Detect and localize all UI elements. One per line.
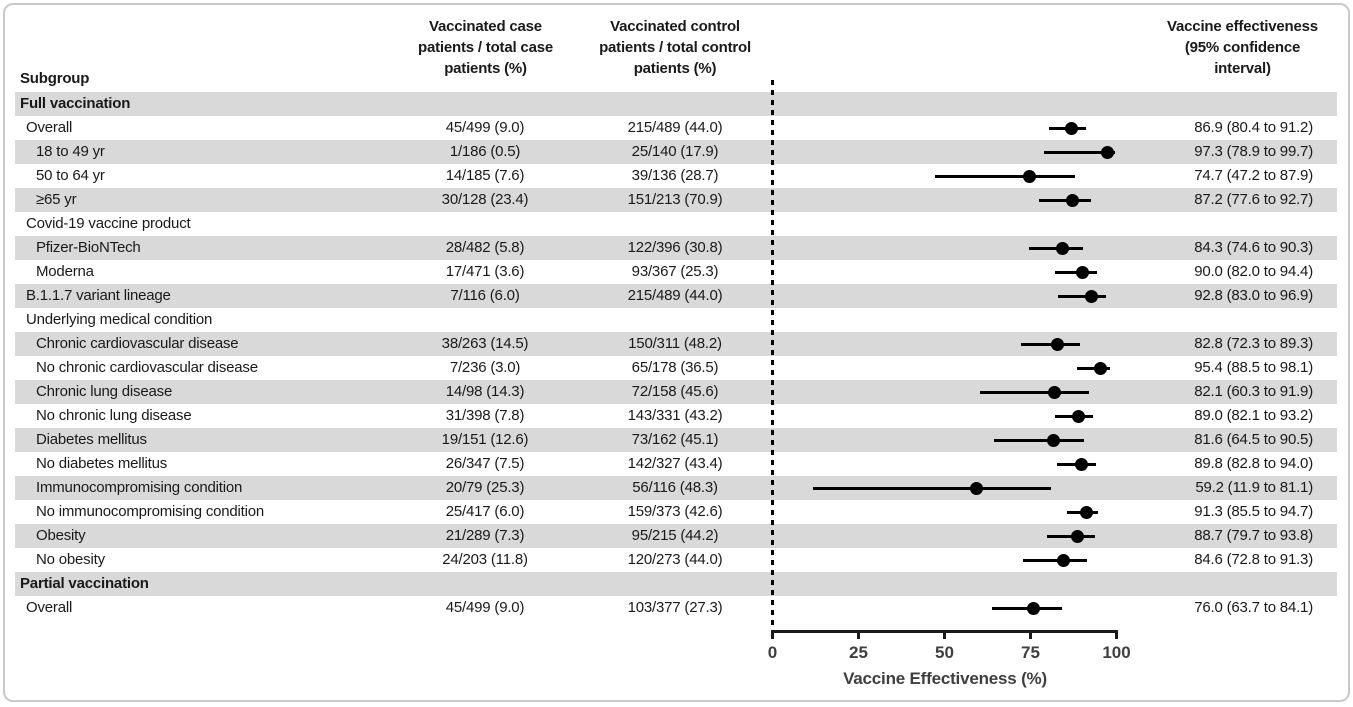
axis-tick-mark	[857, 630, 860, 639]
point-estimate-marker	[1051, 338, 1064, 351]
case-patients-value: 31/398 (7.8)	[445, 407, 525, 424]
point-estimate-marker	[1085, 290, 1098, 303]
point-estimate-marker	[1027, 602, 1040, 615]
case-patients-value: 26/347 (7.5)	[445, 455, 525, 472]
case-patients-value: 38/263 (14.5)	[441, 335, 529, 352]
vaccine-effectiveness-value: 86.9 (80.4 to 91.2)	[1194, 119, 1313, 136]
table-row	[15, 164, 1337, 188]
confidence-interval-line	[935, 175, 1075, 178]
vaccine-effectiveness-value: 92.8 (83.0 to 96.9)	[1194, 287, 1313, 304]
point-estimate-marker	[1066, 194, 1079, 207]
subgroup-label: Covid-19 vaccine product	[26, 215, 191, 232]
case-patients-value: 1/186 (0.5)	[449, 143, 521, 160]
control-patients-value: 215/489 (44.0)	[627, 287, 723, 304]
subgroup-label: Overall	[26, 119, 73, 136]
axis-tick-label: 0	[767, 643, 778, 662]
case-patients-value: 21/289 (7.3)	[445, 527, 525, 544]
subgroup-label: Moderna	[36, 263, 94, 280]
point-estimate-marker	[1076, 266, 1089, 279]
zero-reference-dashed-line	[771, 80, 774, 628]
table-row	[15, 332, 1337, 356]
case-patients-value: 7/116 (6.0)	[450, 287, 520, 304]
case-patients-value: 25/417 (6.0)	[445, 503, 525, 520]
control-patients-value: 150/311 (48.2)	[628, 335, 722, 352]
vaccine-effectiveness-value: 59.2 (11.9 to 81.1)	[1195, 479, 1313, 496]
subgroup-table-rows	[15, 92, 1337, 620]
point-estimate-marker	[970, 482, 983, 495]
confidence-interval-line	[1058, 295, 1106, 298]
subgroup-label: Underlying medical condition	[26, 311, 213, 328]
vaccine-effectiveness-value: 89.8 (82.8 to 94.0)	[1194, 455, 1313, 472]
point-estimate-marker	[1075, 458, 1088, 471]
subgroup-label: Partial vaccination	[20, 575, 149, 592]
table-row	[15, 236, 1337, 260]
x-axis-title: Vaccine Effectiveness (%)	[843, 669, 1047, 688]
point-estimate-marker	[1056, 242, 1069, 255]
point-estimate-marker	[1023, 170, 1036, 183]
table-row	[15, 476, 1337, 500]
vaccine-effectiveness-value: 97.3 (78.9 to 99.7)	[1194, 143, 1313, 160]
vaccine-effectiveness-value: 84.3 (74.6 to 90.3)	[1194, 239, 1313, 256]
vaccine-effectiveness-value: 89.0 (82.1 to 93.2)	[1194, 407, 1313, 424]
subgroup-label: Obesity	[36, 527, 86, 544]
control-patients-value: 103/377 (27.3)	[627, 599, 723, 616]
case-patients-value: 45/499 (9.0)	[445, 119, 525, 136]
table-row	[15, 116, 1337, 140]
column-header-case-patients: Vaccinated case patients / total case patients (%)	[417, 18, 553, 77]
axis-tick-label: 100	[1102, 643, 1131, 662]
vaccine-effectiveness-value: 82.1 (60.3 to 91.9)	[1194, 383, 1313, 400]
vaccine-effectiveness-value: 87.2 (77.6 to 92.7)	[1194, 191, 1313, 208]
table-row	[15, 404, 1337, 428]
point-estimate-marker	[1047, 434, 1060, 447]
subgroup-label: Chronic cardiovascular disease	[36, 335, 239, 352]
column-header-control-patients: Vaccinated control patients / total control patients (%)	[599, 18, 751, 77]
case-patients-value: 7/236 (3.0)	[449, 359, 521, 376]
table-row	[15, 596, 1337, 620]
vaccine-effectiveness-value: 91.3 (85.5 to 94.7)	[1194, 503, 1313, 520]
control-patients-value: 159/373 (42.6)	[627, 503, 723, 520]
subgroup-label: Immunocompromising condition	[36, 479, 243, 496]
subgroup-label: No obesity	[36, 551, 105, 568]
vaccine-effectiveness-value: 74.7 (47.2 to 87.9)	[1194, 167, 1313, 184]
case-patients-value: 14/98 (14.3)	[445, 383, 525, 400]
point-estimate-marker	[1080, 506, 1093, 519]
subgroup-label: No chronic cardiovascular disease	[36, 359, 258, 376]
subgroup-label: Diabetes mellitus	[36, 431, 147, 448]
control-patients-value: 215/489 (44.0)	[627, 119, 723, 136]
case-patients-value: 24/203 (11.8)	[442, 551, 528, 568]
control-patients-value: 143/331 (43.2)	[627, 407, 723, 424]
case-patients-value: 14/185 (7.6)	[445, 167, 525, 184]
subgroup-label: No diabetes mellitus	[36, 455, 168, 472]
confidence-interval-line	[813, 487, 1051, 490]
table-row	[15, 500, 1337, 524]
control-patients-value: 142/327 (43.4)	[627, 455, 723, 472]
table-row	[15, 308, 1337, 332]
column-header-subgroup: Subgroup	[20, 70, 90, 87]
subgroup-label: ≥65 yr	[36, 191, 77, 208]
point-estimate-marker	[1057, 554, 1070, 567]
axis-tick-mark	[1029, 630, 1032, 639]
control-patients-value: 39/136 (28.7)	[631, 167, 719, 184]
axis-tick-label: 25	[849, 643, 868, 662]
table-row	[15, 548, 1337, 572]
table-row	[15, 356, 1337, 380]
case-patients-value: 20/79 (25.3)	[445, 479, 525, 496]
table-row	[15, 92, 1337, 116]
vaccine-effectiveness-value: 82.8 (72.3 to 89.3)	[1194, 335, 1313, 352]
axis-tick-mark	[943, 630, 946, 639]
table-row	[15, 380, 1337, 404]
control-patients-value: 73/162 (45.1)	[631, 431, 719, 448]
table-row	[15, 140, 1337, 164]
case-patients-value: 28/482 (5.8)	[445, 239, 525, 256]
control-patients-value: 65/178 (36.5)	[631, 359, 719, 376]
subgroup-label: 18 to 49 yr	[36, 143, 105, 160]
point-estimate-marker	[1094, 362, 1107, 375]
control-patients-value: 95/215 (44.2)	[631, 527, 719, 544]
confidence-interval-line	[980, 391, 1089, 394]
table-row	[15, 572, 1337, 596]
case-patients-value: 17/471 (3.6)	[445, 263, 525, 280]
subgroup-label: Chronic lung disease	[36, 383, 173, 400]
control-patients-value: 151/213 (70.9)	[627, 191, 723, 208]
point-estimate-marker	[1048, 386, 1061, 399]
vaccine-effectiveness-value: 84.6 (72.8 to 91.3)	[1194, 551, 1313, 568]
table-row	[15, 524, 1337, 548]
subgroup-label: Full vaccination	[20, 95, 131, 112]
table-row	[15, 452, 1337, 476]
point-estimate-marker	[1072, 410, 1085, 423]
vaccine-effectiveness-value: 88.7 (79.7 to 93.8)	[1194, 527, 1313, 544]
control-patients-value: 120/273 (44.0)	[627, 551, 723, 568]
control-patients-value: 93/367 (25.3)	[631, 263, 719, 280]
control-patients-value: 122/396 (30.8)	[627, 239, 723, 256]
point-estimate-marker	[1101, 146, 1114, 159]
subgroup-label: No immunocompromising condition	[36, 503, 265, 520]
axis-tick-mark	[1115, 630, 1118, 639]
case-patients-value: 45/499 (9.0)	[445, 599, 525, 616]
axis-tick-label: 50	[935, 643, 954, 662]
table-row	[15, 188, 1337, 212]
table-row	[15, 212, 1337, 236]
control-patients-value: 56/116 (48.3)	[632, 479, 718, 496]
vaccine-effectiveness-value: 90.0 (82.0 to 94.4)	[1194, 263, 1313, 280]
control-patients-value: 25/140 (17.9)	[631, 143, 719, 160]
vaccine-effectiveness-value: 81.6 (64.5 to 90.5)	[1194, 431, 1313, 448]
vaccine-effectiveness-value: 95.4 (88.5 to 98.1)	[1194, 359, 1313, 376]
subgroup-label: Pfizer-BioNTech	[36, 239, 141, 256]
vaccine-effectiveness-value: 76.0 (63.7 to 84.1)	[1194, 599, 1313, 616]
control-patients-value: 72/158 (45.6)	[631, 383, 719, 400]
subgroup-label: No chronic lung disease	[36, 407, 192, 424]
axis-tick-label: 75	[1021, 643, 1040, 662]
point-estimate-marker	[1065, 122, 1078, 135]
subgroup-label: B.1.1.7 variant lineage	[26, 287, 171, 304]
confidence-interval-line	[994, 439, 1083, 442]
point-estimate-marker	[1071, 530, 1084, 543]
subgroup-label: Overall	[26, 599, 73, 616]
table-row	[15, 284, 1337, 308]
axis-tick-mark	[771, 630, 774, 639]
case-patients-value: 30/128 (23.4)	[441, 191, 529, 208]
table-row	[15, 428, 1337, 452]
table-row	[15, 260, 1337, 284]
column-header-vaccine-effectiveness: Vaccine effectiveness (95% confidence interval)	[1167, 18, 1318, 77]
case-patients-value: 19/151 (12.6)	[441, 431, 529, 448]
subgroup-label: 50 to 64 yr	[36, 167, 105, 184]
confidence-interval-line	[1023, 559, 1087, 562]
